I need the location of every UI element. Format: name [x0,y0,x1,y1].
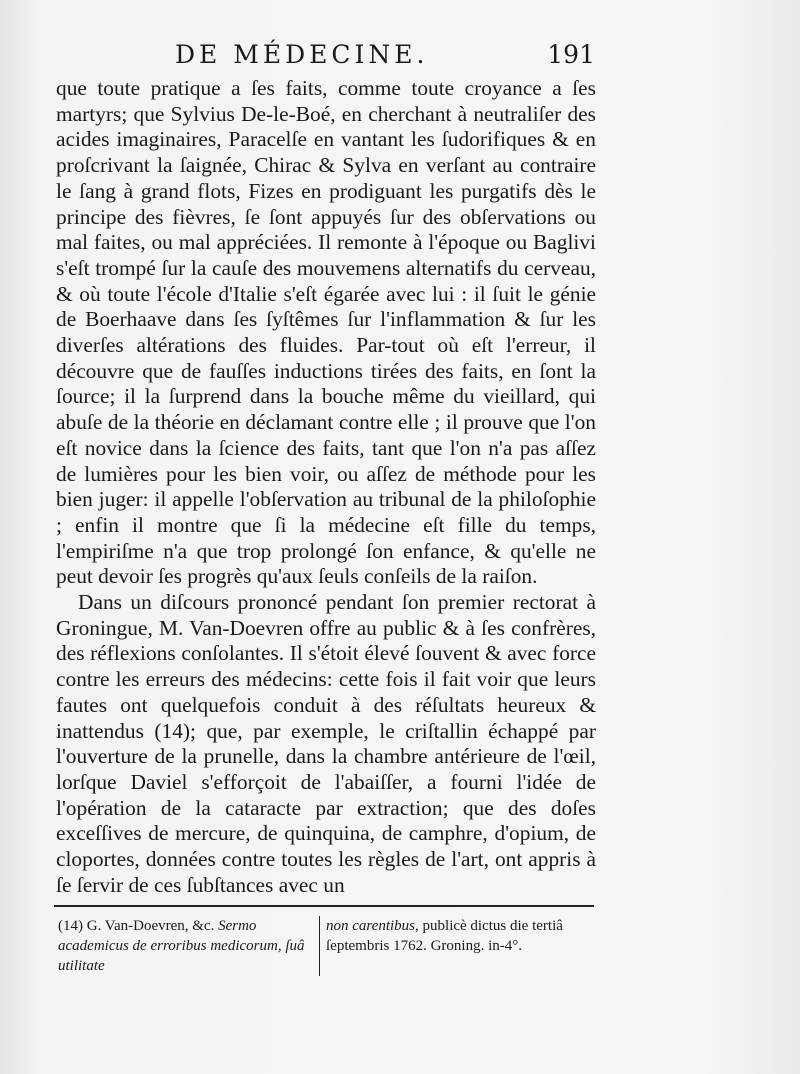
footnote-publication: , publicè dictus die tertiâ ſeptembris 1762. Groning. in-4°. [326,918,563,954]
footnote-rule [54,905,594,907]
running-head: DE MÉDECINE. [175,40,429,69]
footnote-title-continued: non carentibus [326,918,416,934]
body-text [56,76,596,899]
page-number: 191 [547,40,595,69]
footnote-title: Sermo academicus de erroribus medicorum, ſuâ utilitate [58,918,305,974]
paragraph-1: que toute pratique a ſes faits, comme toute croyance a ſes martyrs; que Sylvius De-le-Boé, en cherchant à neutraliſer des acides imaginaires, Paracelſe en vantant les ſudorifiques & en proſcrivant la ſaignée, Chirac & Sylva en verſant au contraire le ſang à grand flots, Fizes en prodiguant les purgatifs dès le principe des fièvres, ſe ſont appuyés ſur des obſervations ou mal faites, ou mal appréciées. Il remonte à l'époque ou Baglivi s'eſt trompé ſur la cauſe des mouvemens alternatifs du cerveau, & où toute l'école d'Italie s'eſt égarée avec lui : il ſuit le génie de Boerhaave dans ſes ſyſtêmes ſur l'inflammation & ſur les diverſes altérations des fluides. Par-tout où eſt l'erreur, il découvre que de fauſſes inductions tirées des faits, en ſont la ſource; il la ſurprend dans la bouche même du vieillard, qui abuſe de la théorie en déclamant contre elle ; il prouve que l'on eſt novice dans la ſcience des faits, tant que l'on n'a pas aſſez de lumières pour les bien voir, ou aſſez de méthode pour les bien juger: il appelle l'obſervation au tribunal de la philoſophie ; enfin il montre que ſi la médecine eſt fille du temps, l'empiriſme n'a que trop prolongé ſon enfance, & qu'elle ne peut devoir ſes progrès qu'aux ſeuls conſeils de la raiſon. [56,76,596,589]
footnote-reference: (14) G. Van-Doevren, &c. [58,918,219,934]
footnote-column-right [320,916,596,976]
footnote [58,916,598,976]
footnote-column-left [58,916,320,976]
page-header [60,40,595,74]
paragraph-2: Dans un diſcours prononcé pendant ſon premier rectorat à Groningue, M. Van-Doevren offre au public & à ſes confrères, des réflexions conſolantes. Il s'étoit élevé ſouvent & avec force contre les erreurs des médecins: cette fois il fait voir que leurs fautes ont quelquefois conduit à des réſultats heureux & inattendus (14); que, par exemple, le criſtallin échappé par l'ouverture de la prunelle, dans la chambre antérieure de l'œil, lorſque Daviel s'efforçoit de l'abaiſſer, a fourni l'idée de l'opération de la cataracte par extraction; que des doſes exceſſives de mercure, de quinquina, de camphre, d'opium, de cloportes, données contre toutes les règles de l'art, ont appris à ſe ſervir de ces ſubſtances avec un [56,590,596,897]
